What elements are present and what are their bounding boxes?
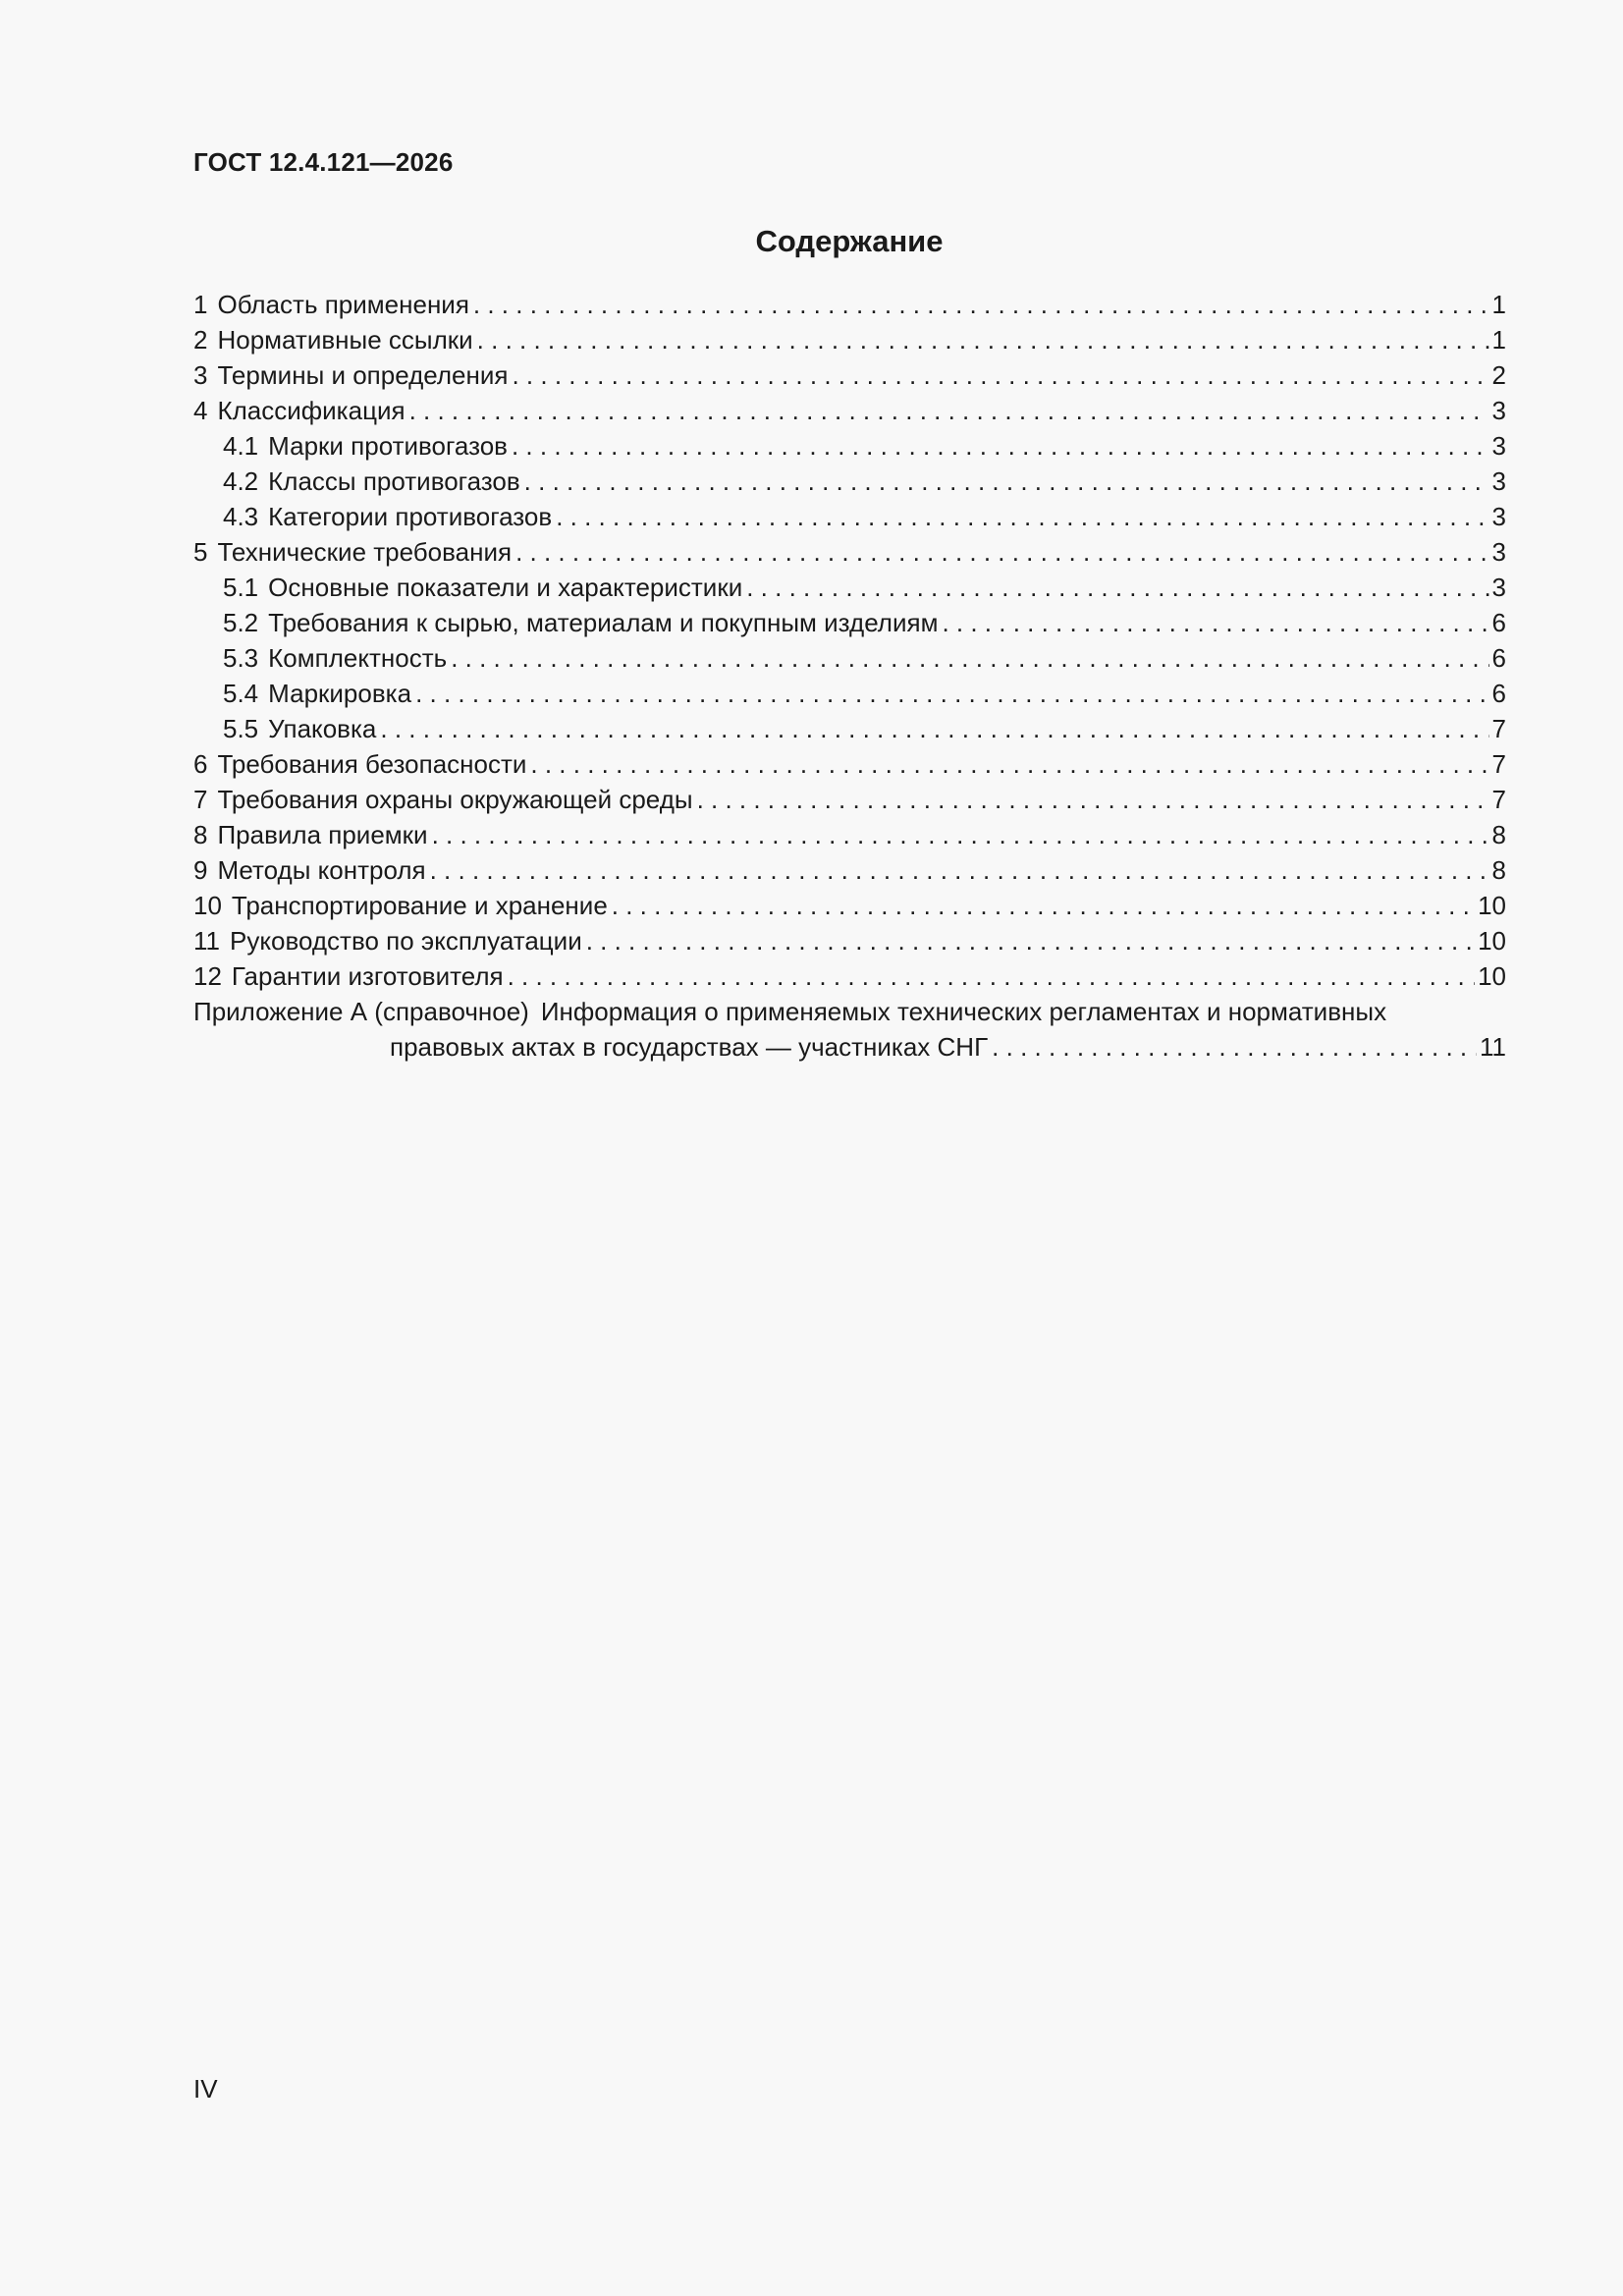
toc-leader-dots bbox=[415, 676, 1488, 711]
toc-entry-page-number: 3 bbox=[1491, 396, 1506, 425]
toc-entry-title: Классификация bbox=[217, 396, 406, 425]
toc-entry-title: Маркировка bbox=[268, 679, 412, 708]
toc-entry-title: Область применения bbox=[217, 290, 469, 319]
toc-entry-page-number: 3 bbox=[1491, 502, 1506, 531]
toc-leader-dots bbox=[612, 888, 1475, 923]
toc-entry-number: 5.3 bbox=[223, 643, 259, 673]
appendix-title-line-1: Информация о применяемых технических регламентах и нормативных bbox=[540, 997, 1387, 1026]
toc-leader-dots bbox=[409, 393, 1489, 428]
toc-entry-number: 12 bbox=[193, 961, 222, 991]
toc-entry-number: 9 bbox=[193, 855, 208, 885]
toc-entry-number: 4.3 bbox=[223, 502, 259, 531]
toc-entry-page-number: 10 bbox=[1478, 961, 1506, 991]
toc-entry-number: 4.2 bbox=[223, 466, 259, 496]
toc-entry-page-number: 3 bbox=[1491, 573, 1506, 602]
toc-leader-dots bbox=[508, 958, 1476, 994]
toc-entry[interactable] bbox=[193, 640, 1506, 676]
toc-entry-page-number: 3 bbox=[1491, 537, 1506, 567]
toc-entry-number: 5.4 bbox=[223, 679, 259, 708]
toc-entry-title: Термины и определения bbox=[217, 360, 509, 390]
toc-entry-number: 5.5 bbox=[223, 714, 259, 743]
appendix-prefix: Приложение А (справочное) bbox=[193, 997, 529, 1026]
appendix-page-number: 11 bbox=[1480, 1032, 1506, 1062]
toc-entry-page-number: 6 bbox=[1491, 608, 1506, 637]
toc-entry-title: Правила приемки bbox=[217, 820, 428, 849]
appendix-title-line-2: правовых актах в государствах — участниках СНГ bbox=[390, 1032, 989, 1062]
toc-entry[interactable] bbox=[193, 322, 1506, 357]
toc-leader-dots bbox=[380, 711, 1488, 746]
appendix-line-2 bbox=[193, 1029, 1506, 1065]
toc-entry-page-number: 6 bbox=[1491, 643, 1506, 673]
toc-entry-title: Категории противогазов bbox=[268, 502, 553, 531]
toc-entry-page-number: 7 bbox=[1491, 714, 1506, 743]
appendix-line-1 bbox=[193, 994, 1506, 1029]
toc-entry[interactable] bbox=[193, 817, 1506, 852]
toc-entry[interactable] bbox=[193, 746, 1506, 782]
toc-entry-number: 5.2 bbox=[223, 608, 259, 637]
toc-leader-dots bbox=[430, 852, 1489, 888]
toc-leader-dots bbox=[992, 1029, 1477, 1065]
toc-entry-page-number: 10 bbox=[1478, 891, 1506, 920]
toc-entry-title: Требования к сырью, материалам и покупным изделиям bbox=[268, 608, 939, 637]
toc-entry-title: Нормативные ссылки bbox=[217, 325, 473, 355]
toc-entry[interactable] bbox=[193, 923, 1506, 958]
toc-entry-title: Упаковка bbox=[268, 714, 377, 743]
toc-leader-dots bbox=[556, 499, 1488, 534]
toc-entry-page-number: 8 bbox=[1491, 820, 1506, 849]
toc-leader-dots bbox=[451, 640, 1488, 676]
toc-entry-title: Марки противогазов bbox=[268, 431, 508, 461]
table-of-contents bbox=[193, 287, 1506, 1065]
toc-entry-title: Руководство по эксплуатации bbox=[230, 926, 582, 956]
toc-leader-dots bbox=[746, 570, 1488, 605]
toc-entry-number: 5.1 bbox=[223, 573, 259, 602]
toc-entry-number: 1 bbox=[193, 290, 208, 319]
toc-leader-dots bbox=[432, 817, 1489, 852]
toc-entry[interactable] bbox=[193, 287, 1506, 322]
toc-entry[interactable] bbox=[193, 852, 1506, 888]
toc-entry[interactable] bbox=[193, 393, 1506, 428]
toc-leader-dots bbox=[515, 534, 1488, 570]
toc-leader-dots bbox=[530, 746, 1488, 782]
toc-leader-dots bbox=[942, 605, 1488, 640]
toc-leader-dots bbox=[512, 357, 1488, 393]
toc-leader-dots bbox=[697, 782, 1489, 817]
toc-entry-number: 4.1 bbox=[223, 431, 259, 461]
toc-entry[interactable] bbox=[193, 711, 1506, 746]
toc-entry-page-number: 10 bbox=[1478, 926, 1506, 956]
toc-entry-page-number: 7 bbox=[1491, 785, 1506, 814]
toc-entry-title: Транспортирование и хранение bbox=[231, 891, 608, 920]
toc-entry-number: 3 bbox=[193, 360, 208, 390]
toc-entry-number: 11 bbox=[193, 926, 220, 956]
toc-entry-page-number: 6 bbox=[1491, 679, 1506, 708]
toc-entry-title: Комплектность bbox=[268, 643, 448, 673]
toc-entry[interactable] bbox=[193, 676, 1506, 711]
toc-leader-dots bbox=[586, 923, 1475, 958]
toc-title: Содержание bbox=[755, 224, 944, 258]
toc-entry-title: Требования охраны окружающей среды bbox=[217, 785, 693, 814]
toc-entry-number: 6 bbox=[193, 749, 208, 779]
toc-entry[interactable] bbox=[193, 534, 1506, 570]
toc-entry[interactable] bbox=[193, 605, 1506, 640]
page-number: IV bbox=[193, 2074, 218, 2104]
toc-entry-page-number: 1 bbox=[1491, 290, 1506, 319]
toc-leader-dots bbox=[512, 428, 1489, 464]
toc-appendix-entry[interactable] bbox=[193, 994, 1506, 1065]
toc-leader-dots bbox=[473, 287, 1489, 322]
toc-entry-number: 2 bbox=[193, 325, 208, 355]
toc-entry-page-number: 7 bbox=[1491, 749, 1506, 779]
toc-entry[interactable] bbox=[193, 499, 1506, 534]
toc-entry-title: Методы контроля bbox=[217, 855, 426, 885]
toc-entry-page-number: 3 bbox=[1491, 466, 1506, 496]
toc-leader-dots bbox=[524, 464, 1489, 499]
toc-entry[interactable] bbox=[193, 357, 1506, 393]
toc-entry[interactable] bbox=[193, 464, 1506, 499]
toc-entry-number: 7 bbox=[193, 785, 208, 814]
toc-entry-title: Требования безопасности bbox=[217, 749, 527, 779]
toc-entry-page-number: 2 bbox=[1491, 360, 1506, 390]
toc-entry[interactable] bbox=[193, 888, 1506, 923]
toc-entry[interactable] bbox=[193, 782, 1506, 817]
toc-entry[interactable] bbox=[193, 570, 1506, 605]
toc-entry-page-number: 8 bbox=[1491, 855, 1506, 885]
toc-entry-number: 4 bbox=[193, 396, 208, 425]
toc-entry-page-number: 3 bbox=[1491, 431, 1506, 461]
document-header: ГОСТ 12.4.121—2026 bbox=[193, 147, 454, 177]
toc-entry-number: 5 bbox=[193, 537, 208, 567]
toc-leader-dots bbox=[477, 322, 1489, 357]
toc-entry-number: 10 bbox=[193, 891, 222, 920]
toc-entry[interactable] bbox=[193, 958, 1506, 994]
toc-entry-title: Основные показатели и характеристики bbox=[268, 573, 743, 602]
toc-entry[interactable] bbox=[193, 428, 1506, 464]
toc-entry-number: 8 bbox=[193, 820, 208, 849]
toc-entry-page-number: 1 bbox=[1491, 325, 1506, 355]
toc-entry-title: Технические требования bbox=[217, 537, 513, 567]
toc-entry-title: Классы противогазов bbox=[268, 466, 520, 496]
toc-entry-title: Гарантии изготовителя bbox=[231, 961, 504, 991]
toc-rows bbox=[193, 287, 1506, 994]
